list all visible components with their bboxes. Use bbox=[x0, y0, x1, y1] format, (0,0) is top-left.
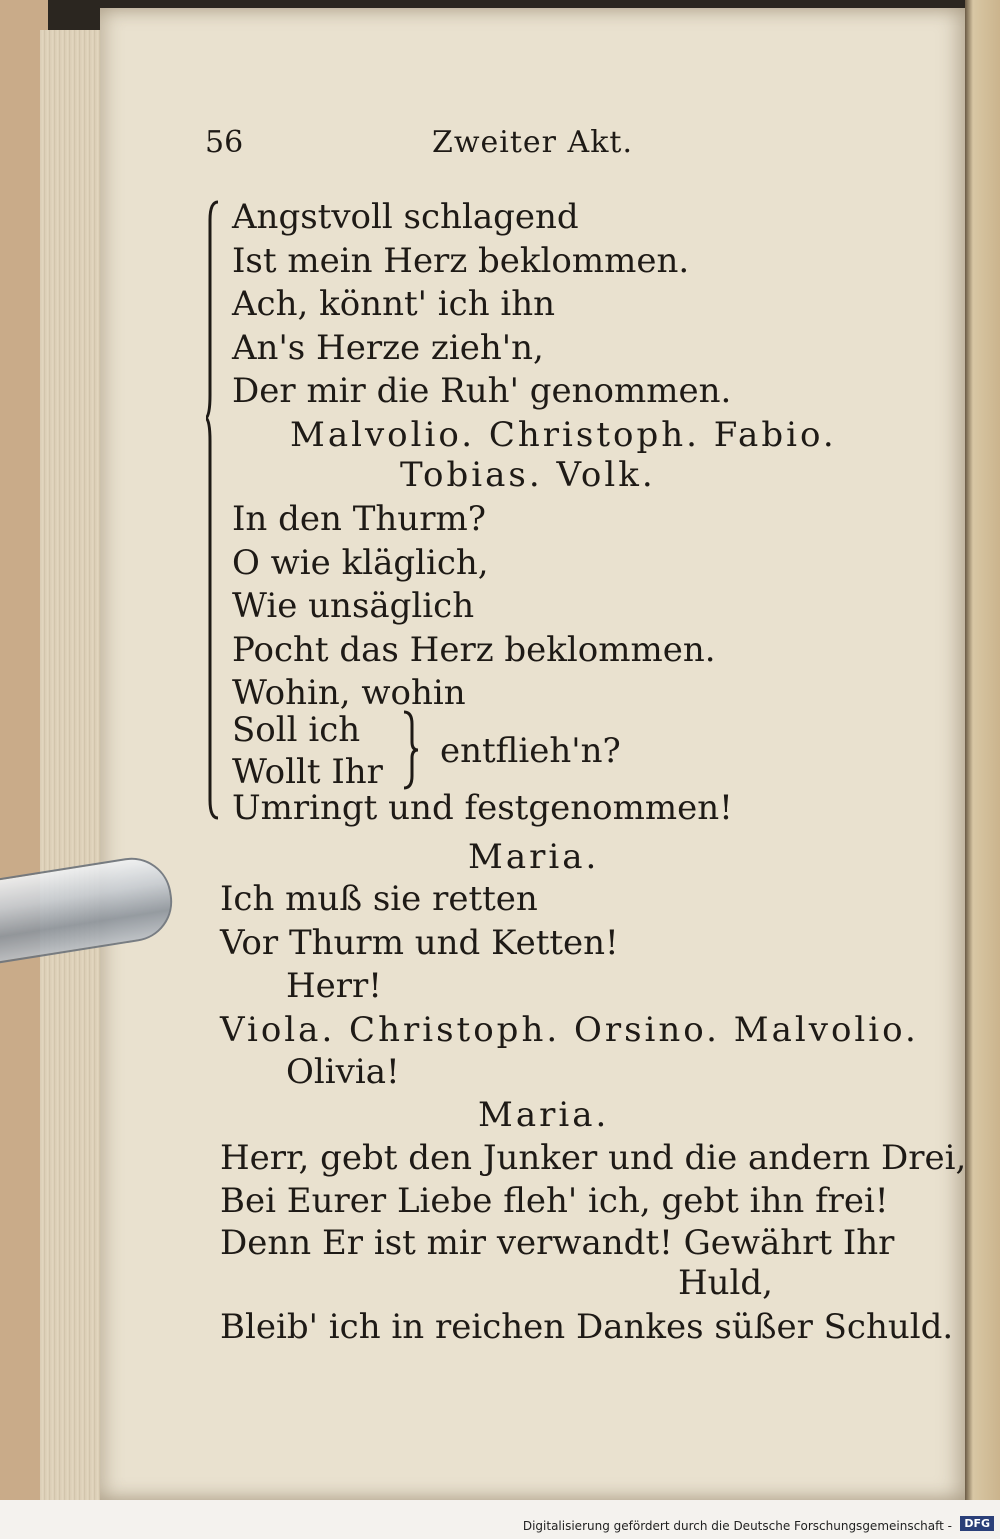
text-line: Vor Thurm und Ketten! bbox=[220, 923, 619, 963]
text-line: Denn Er ist mir verwandt! Gewährt Ihr bbox=[220, 1223, 895, 1263]
footer-credit: Digitalisierung gefördert durch die Deutsche Forschungsgemeinschaft - bbox=[522, 1519, 952, 1533]
text-line: entflieh'n? bbox=[440, 731, 621, 771]
text-line: Soll ich bbox=[232, 710, 361, 750]
text-line: Herr! bbox=[286, 966, 382, 1006]
speaker-line: Viola. Christoph. Orsino. Malvolio. bbox=[220, 1010, 919, 1050]
speaker-line: Tobias. Volk. bbox=[400, 455, 656, 495]
running-head: Zweiter Akt. bbox=[432, 125, 633, 160]
text-line: Olivia! bbox=[286, 1052, 400, 1092]
book-spine-edge bbox=[965, 0, 1000, 1500]
page-number: 56 bbox=[205, 125, 244, 160]
text-line: Herr, gebt den Junker und die andern Drei, bbox=[220, 1138, 967, 1178]
speaker-line: Maria. bbox=[478, 1095, 610, 1135]
speaker-line: Maria. bbox=[468, 837, 600, 877]
small-brace bbox=[398, 710, 420, 790]
text-line: Ach, könnt' ich ihn bbox=[232, 284, 556, 324]
text-line: Wollt Ihr bbox=[232, 752, 383, 792]
left-brace bbox=[206, 200, 222, 820]
speaker-line: Malvolio. Christoph. Fabio. bbox=[290, 415, 837, 455]
text-line: Der mir die Ruh' genommen. bbox=[232, 371, 732, 411]
text-line: Angstvoll schlagend bbox=[232, 197, 579, 237]
dfg-logo: DFG bbox=[960, 1516, 994, 1531]
text-line: Bleib' ich in reichen Dankes süßer Schuld. bbox=[220, 1307, 954, 1347]
text-line: Ist mein Herz beklommen. bbox=[232, 241, 690, 281]
text-line: Bei Eurer Liebe fleh' ich, gebt ihn frei! bbox=[220, 1181, 889, 1221]
text-line: Wie unsäglich bbox=[232, 586, 475, 626]
text-line: Umringt und festgenommen! bbox=[232, 788, 733, 828]
text-line: O wie kläglich, bbox=[232, 543, 489, 583]
text-line: Pocht das Herz beklommen. bbox=[232, 630, 716, 670]
text-line: Huld, bbox=[678, 1263, 773, 1303]
text-line: Ich muß sie retten bbox=[220, 879, 538, 919]
text-line: In den Thurm? bbox=[232, 499, 486, 539]
text-line: An's Herze zieh'n, bbox=[232, 328, 544, 368]
text-line: Wohin, wohin bbox=[232, 673, 466, 713]
